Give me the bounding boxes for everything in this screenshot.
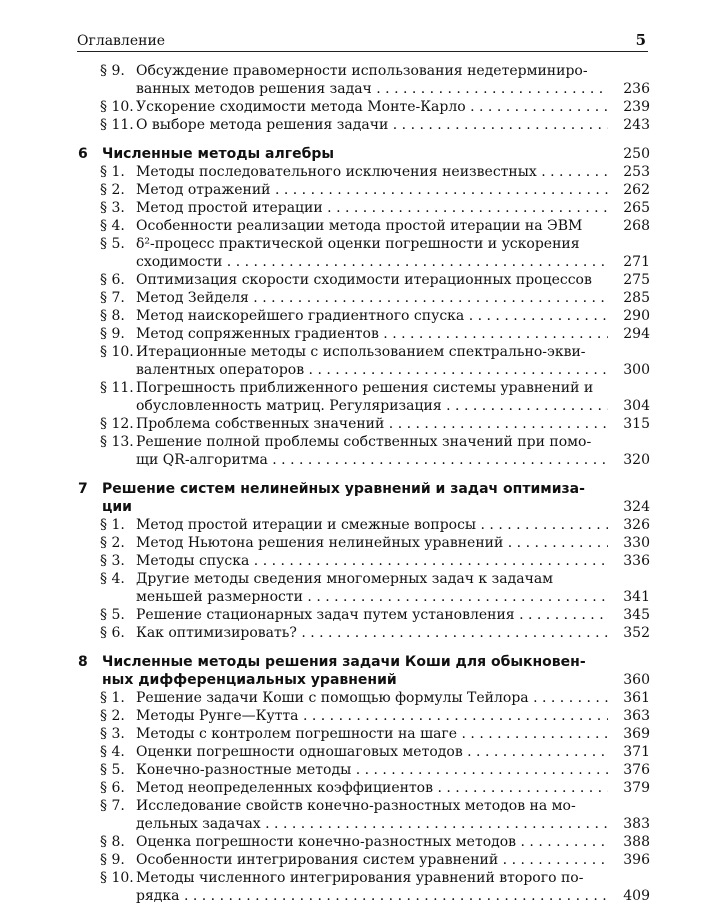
section-number: § 3. — [100, 726, 125, 742]
chapter-title: ных дифференциальных уравнений — [102, 672, 397, 688]
toc-page-number: 383 — [623, 816, 650, 832]
toc-page-number: 363 — [623, 708, 650, 724]
toc-section-row — [74, 552, 652, 570]
section-title: Исследование свойств конечно-разностных методов на мо- — [136, 798, 576, 814]
section-number: § 6. — [100, 272, 125, 288]
toc-section-row — [74, 588, 652, 606]
toc-page-number: 300 — [623, 362, 650, 378]
running-head-title: Оглавление — [77, 33, 166, 49]
section-title: дельных задачах . . . — [136, 815, 608, 833]
section-title: щи QR-алгоритма . . . — [136, 451, 608, 469]
toc-page-number: 361 — [623, 690, 650, 706]
toc-page-number: 250 — [623, 146, 650, 162]
running-head — [77, 31, 648, 52]
toc-section-row — [74, 451, 652, 469]
section-number: § 10. — [100, 344, 134, 360]
toc-page-number: 285 — [623, 290, 650, 306]
section-title: Метод неопределенных коэффициентов . . . — [136, 779, 608, 797]
section-number: § 1. — [100, 164, 125, 180]
section-title: Методы численного интегрирования уравнений второго по- — [136, 870, 584, 886]
toc-page-number: 290 — [623, 308, 650, 324]
section-title: Ускорение сходимости метода Монте-Карло . . . — [136, 98, 608, 116]
section-title: Другие методы сведения многомерных задач к задачам — [136, 571, 554, 587]
section-number: § 6. — [100, 625, 125, 641]
toc-page-number: 326 — [623, 517, 650, 533]
toc-page-number: 243 — [623, 117, 650, 133]
toc-section-row — [74, 163, 652, 181]
toc-section-row — [74, 534, 652, 552]
toc-section-row — [74, 725, 652, 743]
section-number: § 9. — [100, 63, 125, 79]
section-title: Решение стационарных задач путем установления . . . — [136, 606, 608, 624]
toc-section-row — [74, 181, 652, 199]
chapter-number: 7 — [78, 481, 88, 497]
section-title: рядка . . . — [136, 887, 608, 905]
section-title: Обсуждение правомерности использования недетерминиро- — [136, 63, 588, 79]
section-title: Особенности интегрирования систем уравнений . . . — [136, 851, 608, 869]
toc-page-number: 262 — [623, 182, 650, 198]
toc-page-number: 379 — [623, 780, 650, 796]
section-number: § 11. — [100, 117, 134, 133]
toc-section-row — [74, 433, 652, 451]
toc-section-row — [74, 779, 652, 797]
toc-section-row — [74, 116, 652, 134]
toc-page-number: 396 — [623, 852, 650, 868]
section-number: § 2. — [100, 182, 125, 198]
toc-section-row — [74, 325, 652, 343]
chapter-number: 8 — [78, 654, 88, 670]
toc-page-number: 236 — [623, 81, 650, 97]
section-number: § 9. — [100, 326, 125, 342]
section-title: Методы спуска . . . — [136, 552, 608, 570]
section-number: § 3. — [100, 553, 125, 569]
toc-chapter-row — [74, 480, 652, 498]
toc-gap — [74, 642, 652, 653]
section-number: § 8. — [100, 834, 125, 850]
section-number: § 5. — [100, 762, 125, 778]
section-number: § 5. — [100, 607, 125, 623]
section-number: § 7. — [100, 290, 125, 306]
toc-section-row — [74, 815, 652, 833]
toc-page-number: 275 — [623, 272, 650, 288]
toc-section-row — [74, 624, 652, 642]
toc-page-number: 265 — [623, 200, 650, 216]
section-number: § 8. — [100, 308, 125, 324]
toc-chapter-row — [74, 653, 652, 671]
toc-page-number: 388 — [623, 834, 650, 850]
toc-page-number: 330 — [623, 535, 650, 551]
toc-page-number: 294 — [623, 326, 650, 342]
section-number: § 3. — [100, 200, 125, 216]
section-title: Методы с контролем погрешности на шаге . . . — [136, 725, 608, 743]
section-title: Метод наискорейшего градиентного спуска . . . — [136, 307, 608, 325]
toc-section-row — [74, 62, 652, 80]
toc-section-row — [74, 289, 652, 307]
toc-page-number: 239 — [623, 99, 650, 115]
section-title: Метод простой итерации и смежные вопросы . . . — [136, 516, 608, 534]
section-title: О выборе метода решения задачи . . . — [136, 116, 608, 134]
section-number: § 10. — [100, 870, 134, 886]
toc-section-row — [74, 98, 652, 116]
toc-section-row — [74, 707, 652, 725]
toc-section-row — [74, 397, 652, 415]
chapter-title: Численные методы алгебры — [102, 146, 335, 162]
toc-page-number: 336 — [623, 553, 650, 569]
toc-section-row — [74, 516, 652, 534]
toc-section-row — [74, 869, 652, 887]
section-title: Метод Зейделя . . . — [136, 289, 608, 307]
toc-section-row — [74, 235, 652, 253]
toc-section-row — [74, 851, 652, 869]
toc-page-number: 352 — [623, 625, 650, 641]
section-number: § 11. — [100, 380, 134, 396]
section-title: Конечно-разностные методы . . . — [136, 761, 608, 779]
section-number: § 4. — [100, 744, 125, 760]
toc-section-row — [74, 833, 652, 851]
section-number: § 12. — [100, 416, 134, 432]
section-title: Итерационные методы с использованием спектрально-экви- — [136, 344, 586, 360]
toc-gap — [74, 469, 652, 480]
chapter-title: Численные методы решения задачи Коши для обыкновен- — [102, 654, 586, 670]
section-number: § 2. — [100, 708, 125, 724]
section-number: § 1. — [100, 690, 125, 706]
section-title: Метод Ньютона решения нелинейных уравнений . . . — [136, 534, 608, 552]
toc-page-number: 345 — [623, 607, 650, 623]
toc-section-row — [74, 689, 652, 707]
section-title: Оценки погрешности одношаговых методов . . . — [136, 743, 608, 761]
section-number: § 6. — [100, 780, 125, 796]
section-title: сходимости . . . — [136, 253, 608, 271]
toc-page-number: 376 — [623, 762, 650, 778]
section-number: § 4. — [100, 218, 125, 234]
section-title: Методы последовательного исключения неизвестных . . . — [136, 163, 608, 181]
toc-chapter-row — [74, 671, 652, 689]
section-title: Решение полной проблемы собственных значений при помо- — [136, 434, 592, 450]
section-title: ванных методов решения задач . . . — [136, 80, 608, 98]
section-title: меньшей размерности . . . — [136, 588, 608, 606]
toc-page-number: 409 — [623, 888, 650, 904]
section-title: Особенности реализации метода простой итерации на ЭВМ — [136, 218, 583, 234]
chapter-title: ции — [102, 499, 132, 515]
section-title: Решение задачи Коши с помощью формулы Тейлора . . . — [136, 689, 608, 707]
toc-section-row — [74, 570, 652, 588]
section-title: Как оптимизировать? . . . — [136, 624, 608, 642]
section-title: Оценка погрешности конечно-разностных методов . . . — [136, 833, 608, 851]
toc-page-number: 268 — [623, 218, 650, 234]
toc-page-number: 341 — [623, 589, 650, 605]
toc-section-row — [74, 361, 652, 379]
toc-gap — [74, 134, 652, 145]
section-number: § 1. — [100, 517, 125, 533]
toc-section-row — [74, 887, 652, 905]
toc-section-row — [74, 271, 652, 289]
chapter-number: 6 — [78, 146, 88, 162]
toc-page-number: 324 — [623, 499, 650, 515]
toc-section-row — [74, 343, 652, 361]
section-title: Оптимизация скорости сходимости итерационных процессов — [136, 272, 592, 288]
toc-page-number: 369 — [623, 726, 650, 742]
toc-section-row — [74, 761, 652, 779]
section-title: обусловленность матриц. Регуляризация . . . — [136, 397, 608, 415]
section-title: Метод отражений . . . — [136, 181, 608, 199]
toc-section-row — [74, 217, 652, 235]
toc-page-number: 360 — [623, 672, 650, 688]
section-title: Проблема собственных значений . . . — [136, 415, 608, 433]
toc-page-number: 253 — [623, 164, 650, 180]
section-number: § 4. — [100, 571, 125, 587]
toc-section-row — [74, 307, 652, 325]
toc-page-number: 271 — [623, 254, 650, 270]
chapter-title: Решение систем нелинейных уравнений и задач оптимиза- — [102, 481, 585, 497]
page-number: 5 — [635, 31, 646, 49]
section-title: Метод простой итерации . . . — [136, 199, 608, 217]
toc-section-row — [74, 415, 652, 433]
section-number: § 9. — [100, 852, 125, 868]
toc-section-row — [74, 743, 652, 761]
toc-page-number: 371 — [623, 744, 650, 760]
toc-section-row — [74, 253, 652, 271]
toc-section-row — [74, 199, 652, 217]
section-title: δ²-процесс практической оценки погрешности и ускорения — [136, 236, 580, 252]
table-of-contents — [74, 62, 652, 905]
section-title: валентных операторов . . . — [136, 361, 608, 379]
toc-page-number: 320 — [623, 452, 650, 468]
toc-section-row — [74, 606, 652, 624]
section-title: Методы Рунге—Кутта . . . — [136, 707, 608, 725]
section-number: § 5. — [100, 236, 125, 252]
toc-section-row — [74, 379, 652, 397]
section-number: § 10. — [100, 99, 134, 115]
toc-chapter-row — [74, 145, 652, 163]
section-number: § 2. — [100, 535, 125, 551]
section-title: Погрешность приближенного решения системы уравнений и — [136, 380, 594, 396]
toc-chapter-row — [74, 498, 652, 516]
section-number: § 7. — [100, 798, 125, 814]
section-number: § 13. — [100, 434, 134, 450]
section-title: Метод сопряженных градиентов . . . — [136, 325, 608, 343]
toc-section-row — [74, 80, 652, 98]
toc-page-number: 304 — [623, 398, 650, 414]
toc-section-row — [74, 797, 652, 815]
toc-page-number: 315 — [623, 416, 650, 432]
